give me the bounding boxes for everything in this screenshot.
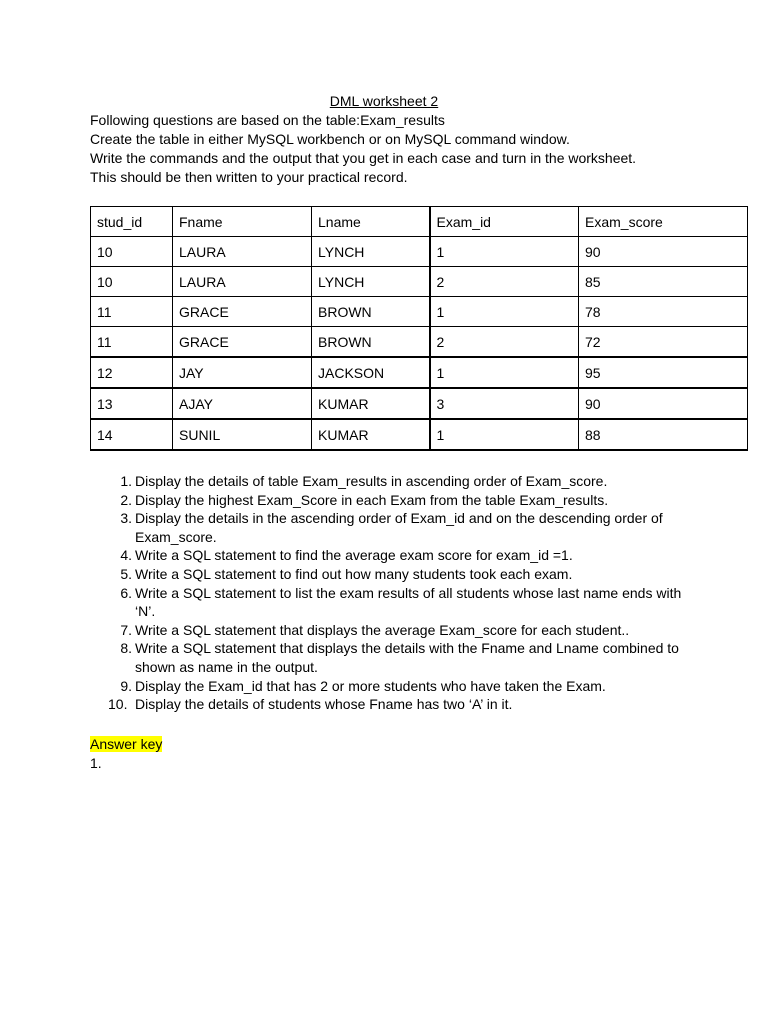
table-cell: 10 bbox=[91, 237, 173, 267]
list-item bbox=[110, 509, 690, 546]
question-number: 8. bbox=[120, 640, 132, 657]
intro-line: Create the table in either MySQL workbench or on MySQL command window. bbox=[90, 131, 570, 147]
table-cell: 85 bbox=[579, 267, 748, 297]
table-cell: 72 bbox=[579, 327, 748, 358]
table-cell: GRACE bbox=[173, 327, 312, 358]
question-number: 7. bbox=[120, 621, 132, 638]
table-cell: 78 bbox=[579, 297, 748, 327]
table-cell: 13 bbox=[91, 388, 173, 419]
question-text: Display the details of students whose Fname has two ‘A’ in it. bbox=[135, 696, 513, 713]
table-cell: LYNCH bbox=[312, 267, 430, 297]
list-item bbox=[110, 565, 690, 584]
answer-key-label: Answer key bbox=[90, 736, 163, 752]
list-item bbox=[110, 677, 690, 696]
table-header-cell: Lname bbox=[312, 207, 430, 237]
table-cell: JAY bbox=[173, 357, 312, 388]
list-item bbox=[110, 639, 690, 676]
intro-paragraph bbox=[90, 111, 750, 187]
question-text: Write a SQL statement that displays the details with the Fname and Lname combined to shown as name in the output. bbox=[135, 640, 679, 675]
table-cell: JACKSON bbox=[312, 357, 430, 388]
question-number: 4. bbox=[120, 547, 132, 564]
table-row bbox=[91, 357, 748, 388]
table-row bbox=[91, 267, 748, 297]
table-cell: KUMAR bbox=[312, 419, 430, 450]
worksheet-title: DML worksheet 2 bbox=[329, 93, 439, 109]
table-cell: LYNCH bbox=[312, 237, 430, 267]
question-text: Write a SQL statement to list the exam results of all students whose last name ends with ‘N’. bbox=[135, 584, 682, 620]
list-item bbox=[110, 695, 690, 714]
question-number: 5. bbox=[120, 565, 132, 582]
table-row bbox=[91, 327, 748, 358]
question-number: 3. bbox=[120, 510, 132, 527]
question-text: Write a SQL statement to find the average exam score for exam_id =1. bbox=[135, 547, 573, 564]
table-cell: LAURA bbox=[173, 267, 312, 297]
table-cell: LAURA bbox=[173, 237, 312, 267]
table-cell: 88 bbox=[579, 419, 748, 450]
question-text: Display the highest Exam_Score in each Exam from the table Exam_results. bbox=[135, 491, 609, 508]
question-text: Write a SQL statement that displays the average Exam_score for each student.. bbox=[135, 621, 630, 638]
table-cell: 3 bbox=[430, 388, 579, 419]
table-cell: 2 bbox=[430, 327, 579, 358]
table-cell: 11 bbox=[91, 327, 173, 358]
table-cell: 2 bbox=[430, 267, 579, 297]
table-header-cell: stud_id bbox=[91, 207, 173, 237]
table-cell: 11 bbox=[91, 297, 173, 327]
table-cell: KUMAR bbox=[312, 388, 430, 419]
table-cell: 90 bbox=[579, 388, 748, 419]
table-row bbox=[91, 297, 748, 327]
list-item bbox=[110, 472, 690, 491]
table-header-cell: Exam_score bbox=[579, 207, 748, 237]
list-item bbox=[110, 546, 690, 565]
exam-results-table bbox=[90, 206, 748, 451]
table-cell: GRACE bbox=[173, 297, 312, 327]
table-cell: BROWN bbox=[312, 327, 430, 358]
table-cell: 1 bbox=[430, 297, 579, 327]
list-item bbox=[110, 621, 690, 640]
question-text: Display the details of table Exam_results in ascending order of Exam_score. bbox=[135, 473, 608, 489]
question-number: 6. bbox=[120, 584, 132, 601]
table-cell: 95 bbox=[579, 357, 748, 388]
table-header-cell: Fname bbox=[173, 207, 312, 237]
table-header-cell: Exam_id bbox=[430, 207, 579, 237]
table-cell: 10 bbox=[91, 267, 173, 297]
table-cell: SUNIL bbox=[173, 419, 312, 450]
table-row bbox=[91, 419, 748, 450]
question-number: 9. bbox=[120, 677, 132, 694]
table-row bbox=[91, 237, 748, 267]
question-list bbox=[110, 472, 690, 714]
list-item bbox=[110, 491, 690, 510]
table-cell: 14 bbox=[91, 419, 173, 450]
table-cell: 1 bbox=[430, 419, 579, 450]
intro-line: Following questions are based on the table:Exam_results bbox=[90, 112, 445, 128]
intro-line: This should be then written to your practical record. bbox=[90, 169, 408, 185]
intro-line: Write the commands and the output that you get in each case and turn in the worksheet. bbox=[90, 150, 637, 166]
question-text: Write a SQL statement to find out how many students took each exam. bbox=[135, 565, 573, 582]
table-cell: 90 bbox=[579, 237, 748, 267]
answer-key-heading bbox=[90, 735, 162, 754]
question-number: 1. bbox=[120, 473, 132, 489]
question-text: Display the Exam_id that has 2 or more students who have taken the Exam. bbox=[135, 677, 606, 694]
answer-number: 1. bbox=[90, 755, 102, 771]
table-cell: 12 bbox=[91, 357, 173, 388]
table-cell: AJAY bbox=[173, 388, 312, 419]
table-cell: 1 bbox=[430, 237, 579, 267]
question-number: 2. bbox=[120, 491, 132, 508]
question-number: 10. bbox=[108, 696, 128, 713]
table-header-row bbox=[91, 207, 748, 237]
question-text: Display the details in the ascending order of Exam_id and on the descending order of Exam_score. bbox=[135, 510, 663, 545]
table-cell: BROWN bbox=[312, 297, 430, 327]
list-item bbox=[110, 584, 690, 621]
table-row bbox=[91, 388, 748, 419]
table-cell: 1 bbox=[430, 357, 579, 388]
